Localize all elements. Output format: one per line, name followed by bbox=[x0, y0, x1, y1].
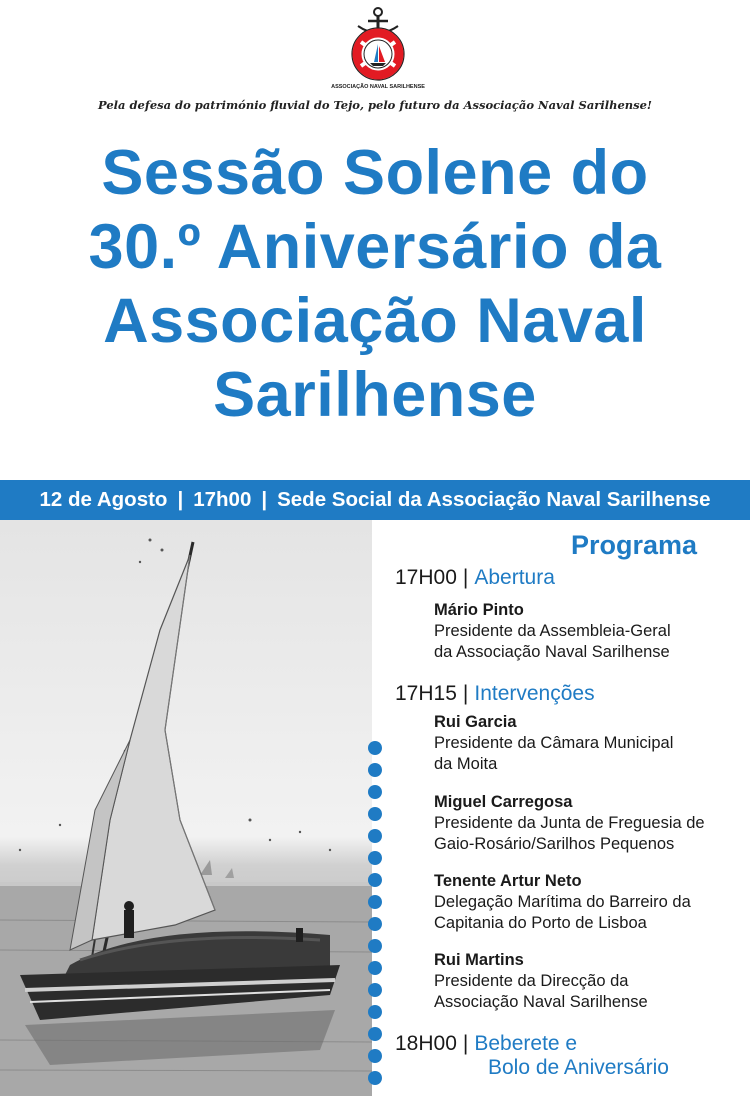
event-time: 17h00 bbox=[193, 488, 252, 511]
speaker-name: Rui Garcia bbox=[434, 713, 517, 731]
title-line: Sessão Solene do bbox=[101, 138, 649, 208]
speaker-role: Associação Naval Sarilhense bbox=[434, 993, 648, 1011]
speaker bbox=[434, 950, 648, 1013]
motto-text: Pela defesa do património fluvial do Tejo, pelo futuro da Associação Naval Sarilhense! bbox=[98, 98, 652, 112]
speaker bbox=[434, 600, 671, 663]
slot-time: 18H00 bbox=[395, 1032, 457, 1055]
program-heading: Programa bbox=[571, 530, 698, 560]
event-info-banner bbox=[0, 480, 750, 520]
program-slot: 17H00 | Abertura bbox=[395, 566, 555, 589]
speaker-name: Miguel Carregosa bbox=[434, 793, 573, 811]
separator: | bbox=[261, 488, 268, 511]
slot-time: 17H00 bbox=[395, 566, 457, 589]
speaker bbox=[434, 792, 705, 855]
sailboat-photo bbox=[0, 520, 372, 1096]
slot-label: Abertura bbox=[474, 566, 555, 589]
title-line: Sarilhense bbox=[213, 360, 537, 430]
speaker-role: Gaio-Rosário/Sarilhos Pequenos bbox=[434, 835, 675, 853]
event-date: 12 de Agosto bbox=[39, 488, 168, 511]
slot-label: Intervenções bbox=[474, 682, 595, 705]
slot-label: Beberete e bbox=[474, 1032, 578, 1055]
speaker-role: da Associação Naval Sarilhense bbox=[434, 643, 670, 661]
title-line: 30.º Aniversário da bbox=[88, 212, 662, 282]
logo-text: ASSOCIAÇÃO NAVAL SARILHENSE bbox=[331, 84, 425, 90]
speaker-name: Rui Martins bbox=[434, 951, 524, 969]
dotted-divider bbox=[366, 740, 384, 1096]
slot-label-line2: Bolo de Aniversário bbox=[488, 1056, 669, 1079]
speaker-role: Capitania do Porto de Lisboa bbox=[434, 914, 647, 932]
speaker-role: Presidente da Direcção da bbox=[434, 972, 629, 990]
speaker-role: Presidente da Junta de Freguesia de bbox=[434, 814, 705, 832]
speaker bbox=[434, 712, 673, 775]
speaker-role: Delegação Marítima do Barreiro da bbox=[434, 893, 691, 911]
title-line: Associação Naval bbox=[103, 286, 647, 356]
speaker bbox=[434, 871, 691, 934]
speaker-name: Mário Pinto bbox=[434, 601, 524, 619]
slot-time: 17H15 bbox=[395, 682, 457, 705]
speaker-role: Presidente da Assembleia-Geral bbox=[434, 622, 671, 640]
speaker-role: da Moita bbox=[434, 755, 498, 773]
separator: | bbox=[177, 488, 184, 511]
program-slot: 17H15 | Intervenções bbox=[395, 682, 595, 705]
speaker-role: Presidente da Câmara Municipal bbox=[434, 734, 674, 752]
speaker-name: Tenente Artur Neto bbox=[434, 872, 582, 890]
event-venue: Sede Social da Associação Naval Sarilhense bbox=[277, 488, 711, 511]
association-logo bbox=[331, 4, 425, 94]
page-title bbox=[0, 136, 750, 432]
program-slot: 18H00 | Beberete e Bolo de Aniversário bbox=[395, 1032, 669, 1079]
